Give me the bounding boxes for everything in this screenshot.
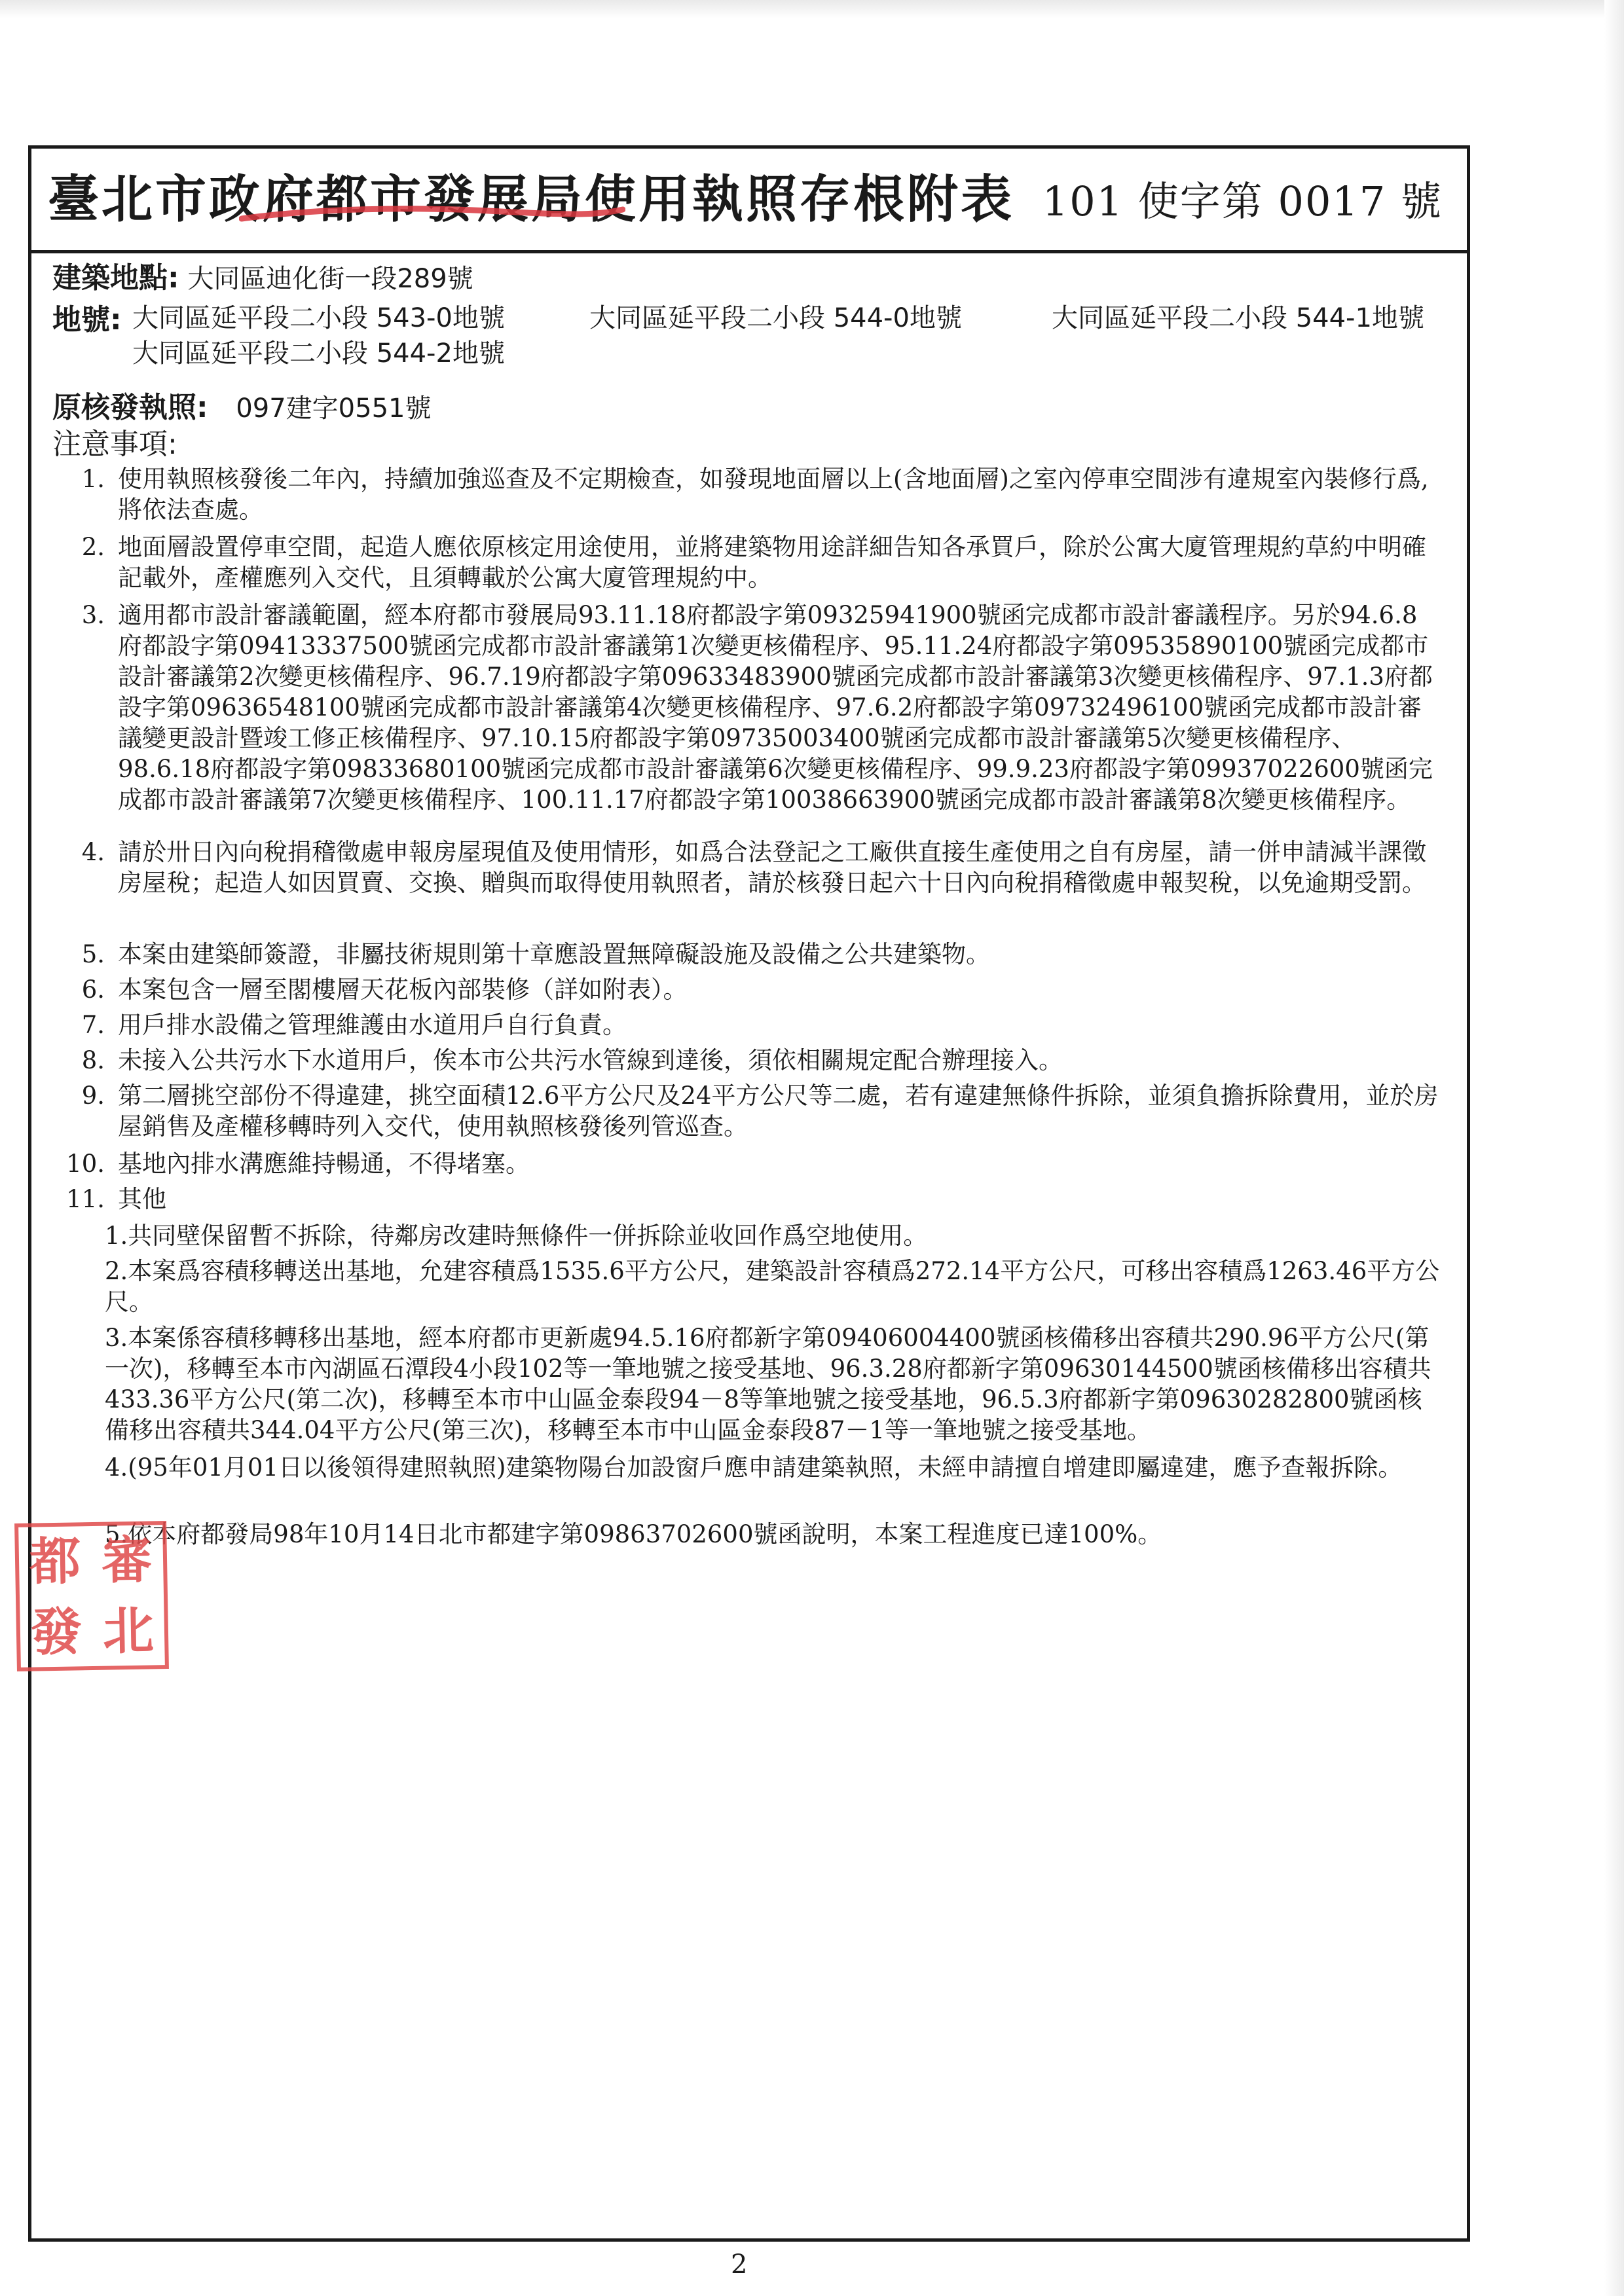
lot-item: 大同區延平段二小段 543-0地號: [132, 303, 505, 333]
sub-note: 1.共同壁保留暫不拆除，待鄰房改建時無條件一併拆除並收回作爲空地使用。: [105, 1222, 928, 1250]
sub-note: 3.本案係容積移轉移出基地，經本府都市更新處94.5.16府都新字第09406004400號函核備移出容積共290.96平方公尺(第一次)，移轉至本市內湖區石潭段4小段102等一筆地號之接受基地、96.3.28府都新字第09630144500號函核備移出容積共433.36平方公尺(第二次)，移轉至本市中山區金泰段94－8等筆地號之接受基地，96.5.3府都新字第09630282800號函核備移出容積共344.04平方公尺(第三次)，移轉至本市中山區金泰段87－1等一筆地號之接受基地。: [105, 1324, 1431, 1444]
page-number: 2: [731, 2250, 748, 2280]
note-text: 本案包含一層至閣樓層天花板內部裝修（詳如附表）。: [118, 975, 688, 1004]
red-pen-strike-mark: [239, 204, 625, 223]
lots-row: [52, 296, 122, 338]
note-number: 2.: [81, 533, 105, 561]
stamp-char: 審: [101, 1530, 153, 1591]
note-text: 適用都市設計審議範圍，經本府都市發展局93.11.18府都設字第09325941900號函完成都市設計審議程序。另於94.6.8府都設字第09413337500號函完成都市設計審議第1次變更核備程序、95.11.24府都設字第09535890100號函完成都市設計審議第2次變更核備程序、96.7.19府都設字第09633483900號函完成都市設計審議第3次變更核備程序、97.1.3府都設字第09636548100號函完成都市設計審議第4次變更核備程序、97.6.2府都設字第09732496100號函完成都市設計審議變更設計暨竣工修正核備程序、97.10.15府都設字第09735003400號函完成都市設計審議第5次變更核備程序、98.6.18府都設字第09833680100號函完成都市設計審議第6次變更核備程序、99.9.23府都設字第09937022600號函完成都市設計審議第7次變更核備程序、100.11.17府都設字第10038663900號函完成都市設計審議第8次變更核備程序。: [118, 601, 1433, 814]
address-label: 建築地點:: [52, 261, 179, 295]
address-row: [52, 254, 473, 296]
note-text: 地面層設置停車空間，起造人應依原核定用途使用，並將建築物用途詳細告知各承買戶，除於公寓大廈管理規約草約中明確記載外，產權應列入交代，且須轉載於公寓大廈管理規約中。: [118, 533, 1426, 592]
note-number: 9.: [81, 1082, 105, 1110]
original-permit-value: 097建字0551號: [236, 393, 432, 424]
note-text: 基地內排水溝應維持暢通，不得堵塞。: [118, 1150, 530, 1178]
note-number: 6.: [81, 975, 105, 1004]
note-text: 用戶排水設備之管理維護由水道用戶自行負責。: [118, 1011, 627, 1039]
note-number: 4.: [81, 838, 105, 866]
lot-item: 大同區延平段二小段 544-0地號: [589, 303, 962, 333]
scan-shadow-top: [0, 0, 1624, 18]
red-seal-stamp: [14, 1521, 169, 1671]
scan-shadow-right: [1604, 0, 1624, 2296]
note-text: 本案由建築師簽證，非屬技術規則第十章應設置無障礙設施及設備之公共建築物。: [118, 940, 990, 968]
sub-note: 5.依本府都發局98年10月14日北市都建字第09863702600號函說明，本案工程進度已達100%。: [105, 1520, 1162, 1548]
stamp-char: 發: [30, 1602, 83, 1663]
note-text: 其他: [118, 1185, 166, 1213]
note-number: 1.: [81, 465, 105, 493]
note-number: 11.: [66, 1185, 105, 1213]
note-text: 未接入公共污水下水道用戶，俟本市公共污水管線到達後，須依相關規定配合辦理接入。: [118, 1046, 1063, 1074]
note-number: 5.: [81, 940, 105, 968]
lots-label: 地號:: [52, 303, 122, 337]
title-row: [28, 145, 1470, 253]
note-number: 3.: [81, 601, 105, 629]
note-text: 第二層挑空部份不得違建，挑空面積12.6平方公尺及24平方公尺等二處，若有違建無條件拆除，並須負擔拆除費用，並於房屋銷售及產權移轉時列入交代，使用執照核發後列管巡查。: [118, 1082, 1439, 1140]
note-number: 8.: [81, 1046, 105, 1074]
address-value: 大同區迪化街一段289號: [187, 264, 473, 294]
original-permit-row: [52, 384, 431, 426]
notes-heading: 注意事項:: [52, 428, 177, 461]
document-title: 臺北市政府都市發展局使用執照存根附表: [48, 170, 1015, 229]
note-number: 7.: [81, 1011, 105, 1039]
original-permit-label: 原核發執照:: [52, 391, 208, 424]
permit-number: 101 使字第 0017 號: [1042, 177, 1443, 225]
stamp-char: 都: [29, 1531, 81, 1592]
sub-note: 4.(95年01月01日以後領得建照執照)建築物陽台加設窗戶應申請建築執照，未經申請擅自增建即屬違建，應予查報拆除。: [105, 1453, 1403, 1482]
sub-note: 2.本案爲容積移轉送出基地，允建容積爲1535.6平方公尺，建築設計容積爲272.14平方公尺，可移出容積爲1263.46平方公尺。: [105, 1257, 1440, 1316]
stamp-char: 北: [102, 1601, 155, 1662]
lot-item: 大同區延平段二小段 544-1地號: [1052, 303, 1424, 333]
note-number: 10.: [66, 1150, 105, 1178]
lot-item: 大同區延平段二小段 544-2地號: [132, 338, 505, 369]
note-text: 使用執照核發後二年內，持續加強巡查及不定期檢查，如發現地面層以上(含地面層)之室內停車空間涉有違規室內裝修行爲,將依法查處。: [118, 465, 1429, 524]
note-text: 請於卅日內向稅捐稽徵處申報房屋現值及使用情形，如爲合法登記之工廠供直接生產使用之自有房屋，請一併申請減半課徵房屋稅；起造人如因買賣、交換、贈與而取得使用執照者，請於核發日起六十日內向稅捐稽徵處申報契稅，以免逾期受罰。: [118, 838, 1426, 897]
